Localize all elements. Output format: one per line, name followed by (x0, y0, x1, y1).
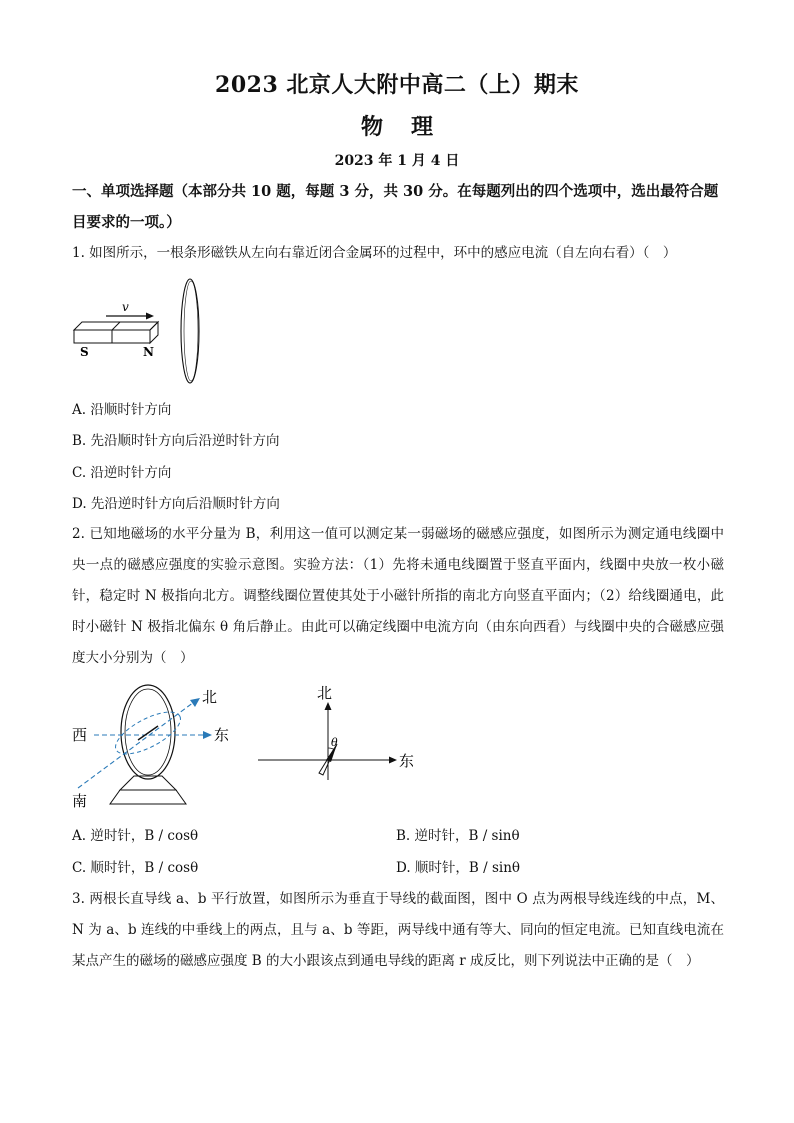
coil-base (110, 790, 186, 804)
q2-option-a: A. 逆时针，B / cosθ (72, 828, 199, 844)
north-label-2: 北 (317, 684, 333, 702)
q2-coil-figure (66, 680, 246, 810)
velocity-arrowhead (146, 313, 154, 320)
page-title: 2023 北京人大附中高二（上）期末 (215, 72, 579, 98)
coil-stand (120, 776, 176, 790)
question-2-text: 2. 已知地磁场的水平分量为 B，利用这一值可以测定某一弱磁场的磁感应强度，如图所示为测定通电线圈中央一点的磁感应强度的实验示意图。实验方法：（1）先将未通电线圈置于竖直平面内，线圈中央放一枚小磁针，稳定时 N 极指向北方。调整线圈位置使其处于小磁针所指的南北方向竖直平面内；（2）给线圈通电，此时小磁针 N 极指北偏东 θ 角后静止。由此可以确定线圈中电流方向（由东向西看）与线圈中央的合磁感应强度大小分别为（ ） (72, 526, 724, 666)
north-label: 北 (202, 688, 218, 706)
east-label: 东 (214, 726, 230, 744)
theta-label: θ (331, 736, 338, 749)
subject-heading: 物理 (360, 114, 461, 140)
q2-compass-figure (255, 680, 425, 790)
east-axis-arrowhead (389, 757, 397, 764)
q1-option-d: D. 先沿逆时针方向后沿顺时针方向 (72, 496, 280, 512)
north-axis-arrowhead (325, 702, 332, 710)
q1-option-c: C. 沿逆时针方向 (72, 465, 172, 481)
north-arrowhead (190, 698, 200, 707)
exam-date: 2023 年 1 月 4 日 (334, 153, 460, 169)
east-arrowhead (203, 731, 212, 739)
pole-n-label: N (143, 345, 154, 359)
question-1-text: 1. 如图所示，一根条形磁铁从左向右靠近闭合金属环的过程中，环中的感应电流（自左向右看）（ ） (72, 245, 677, 261)
bar-magnet (74, 322, 158, 343)
velocity-label: v (122, 300, 129, 314)
coil-inner (125, 689, 171, 775)
q1-magnet-ring-figure (70, 276, 220, 388)
q1-option-b: B. 先沿顺时针方向后沿逆时针方向 (72, 433, 280, 449)
south-label: 南 (72, 792, 88, 810)
coil-outer (121, 685, 175, 779)
q2-option-c: C. 顺时针，B / cosθ (72, 860, 199, 876)
metal-ring-inner (184, 281, 198, 381)
q2-option-d: D. 顺时针，B / sinθ (396, 860, 521, 876)
question-3-text: 3. 两根长直导线 a、b 平行放置，如图所示为垂直于导线的截面图，图中 O 点为两根导线连线的中点，M、N 为 a、b 连线的中垂线上的两点，且与 a、b 等距，两导线中通有等大、同向的恒定电流。已知直线电流在某点产生的磁场的磁感应强度 B 的大小跟该点到通电导线的距离 r 成反比，则下列说法中正确的是（ ） (72, 891, 724, 969)
section-heading: 一、单项选择题（本部分共 10 题，每题 3 分，共 30 分。在每题列出的四个选项中，选出最符合题目要求的一项。） (72, 183, 719, 231)
west-label: 西 (72, 726, 88, 744)
compass-needle (138, 726, 158, 740)
south-north-line (78, 702, 194, 788)
q2-option-b: B. 逆时针，B / sinθ (396, 828, 520, 844)
east-label-2: 东 (399, 752, 415, 770)
pole-s-label: S (80, 345, 89, 359)
q1-option-a: A. 沿顺时针方向 (72, 402, 172, 418)
